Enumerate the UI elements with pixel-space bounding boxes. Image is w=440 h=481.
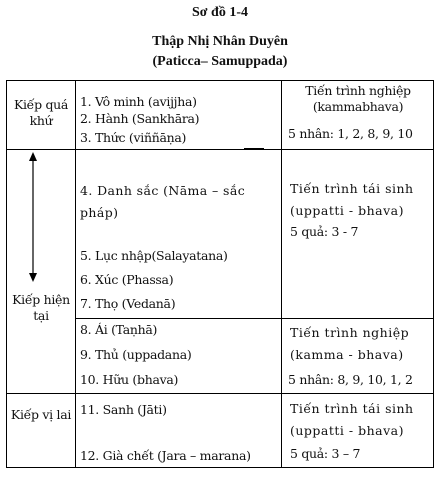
link-item: 2. Hành (Sankhāra): [80, 111, 200, 126]
figure-label: Sơ đồ 1-4: [192, 5, 248, 20]
double-arrow-icon: [25, 152, 41, 282]
process-label: Tiến trình tái sinh (uppatti - bhava): [290, 401, 414, 438]
link-item: 3. Thức (viññāṇa): [80, 130, 187, 145]
process-detail: 5 nhân: 8, 9, 10, 1, 2: [288, 372, 413, 387]
process-label: Tiến trình nghiệp (kammabhava): [305, 83, 411, 114]
period-past: Kiếp quá khứ: [13, 97, 69, 128]
diagram-title: Thập Nhị Nhân Duyên: [152, 34, 288, 49]
link-item: 5. Lục nhập(Salayatana): [80, 248, 228, 263]
link-item: 8. Ái (Taṇhā): [80, 322, 158, 337]
link-item: 4. Danh sắc (Nāma – sắc pháp): [80, 183, 246, 220]
link-item: 7. Thọ (Vedanā): [80, 296, 176, 311]
process-label: Tiến trình tái sinh (uppatti - bhava): [290, 181, 414, 218]
link-item: 6. Xúc (Phassa): [80, 272, 174, 287]
process-label: Tiến trình nghiệp (kamma - bhava): [290, 325, 410, 362]
link-item: 11. Sanh (Jāti): [80, 402, 167, 417]
process-detail: 5 quả: 3 - 7: [290, 224, 359, 239]
process-detail: 5 nhân: 1, 2, 8, 9, 10: [288, 126, 413, 141]
link-item: 9. Thủ (uppadana): [80, 347, 192, 362]
period-future: Kiếp vị lai: [10, 407, 72, 422]
period-present: Kiếp hiện tại: [12, 292, 70, 323]
process-detail: 5 quả: 3 – 7: [290, 446, 361, 461]
diagram-subtitle: (Paticca– Samuppada): [152, 54, 288, 69]
link-item: 12. Già chết (Jara – marana): [80, 448, 251, 463]
link-item: 1. Vô minh (avijjha): [80, 94, 197, 109]
link-item: 10. Hữu (bhava): [80, 372, 179, 387]
